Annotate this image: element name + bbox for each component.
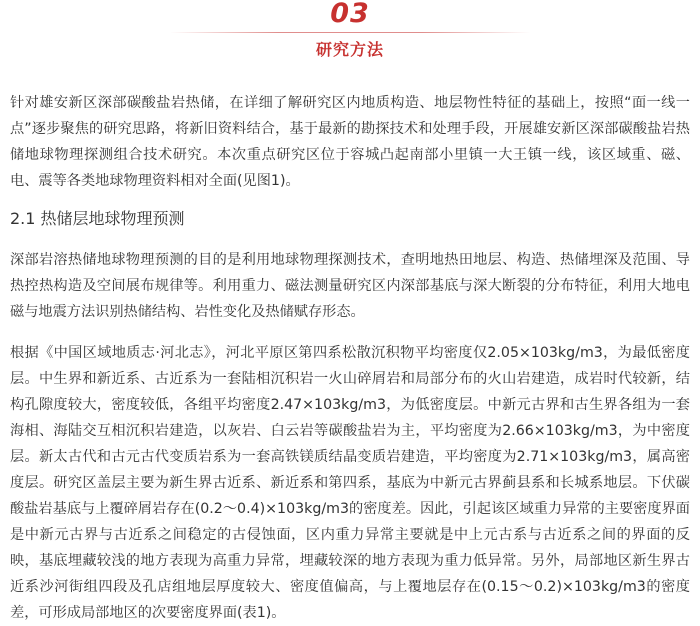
section-number: 03 — [330, 0, 370, 29]
section-divider — [170, 32, 530, 33]
subsection-paragraph-1: 深部岩溶热储地球物理预测的目的是利用地球物理探测技术，查明地热田地层、构造、热储埋深及范围、导热控热构造及空间展布规律等。利用重力、磁法测量研究区内深部基底与深大断裂的分布特征，利用大地电磁与地震方法识别热储结构、岩性变化及热储赋存形态。 — [10, 252, 690, 320]
subsection-paragraph-2: 根据《中国区域地质志·河北志》，河北平原区第四系松散沉积物平均密度仅2.05×103kg/m3，为最低密度层。中生界和新近系、古近系为一套陆相沉积岩一火山碎屑岩和局部分布的火山岩建造，成岩时代较新，结构孔隙度较大，密度较低，各组平均密度2.47×103kg/m3，为低密度层。中新元古界和古生界各组为一套海相、海陆交互相沉积岩建造，以灰岩、白云岩等碳酸盐岩为主，平均密度为2.66×103kg/m3，为中密度层。新太古代和古元古代变质岩系为一套高铁镁质结晶变质岩建造，平均密度为2.71×103kg/m3，属高密度层。研究区盖层主要为新生界古近系、新近系和第四系，基底为中新元古界蓟县系和长城系地层。下伏碳酸盐岩基底与上覆碎屑岩存在(0.2～0.4)×103kg/m3的密度差。因此，引起该区域重力异常的主要密度界面是中新元古界与古近系之间稳定的古侵蚀面，区内重力异常主要就是中上元古系与古近系之间的界面的反映，基底埋藏较浅的地方表现为高重力异常，埋藏较深的地方表现为重力低异常。另外，局部地区新生界古近系沙河街组四段及孔店组地层厚度较大、密度值偏高，与上覆地层存在(0.15～0.2)×103kg/m3的密度差，可形成局部地区的次要密度界面(表1)。 — [10, 345, 690, 621]
intro-paragraph: 针对雄安新区深部碳酸盐岩热储，在详细了解研究区内地质构造、地层物性特征的基础上，按照“面一线一点”逐步聚焦的研究思路，将新旧资料结合，基于最新的勘探技术和处理手段，开展雄安新区深部碳酸盐岩热储地球物理探测组合技术研究。本次重点研究区位于容城凸起南部小里镇一大王镇一线，该区域重、磁、电、震等各类地球物理资料相对全面(见图1)。 — [10, 95, 690, 189]
subsection-title: 2.1 热储层地球物理预测 — [10, 209, 185, 228]
section-header — [10, 0, 690, 70]
section-title: 研究方法 — [315, 40, 384, 59]
